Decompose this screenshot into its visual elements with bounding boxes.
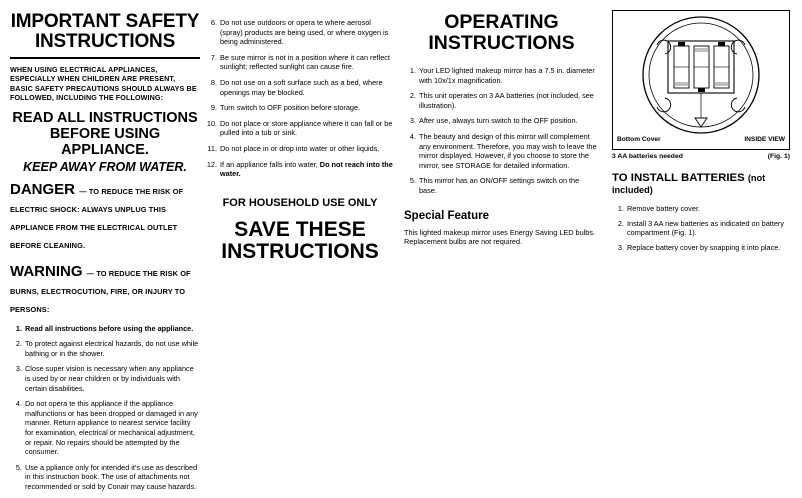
- operating-item-text: The beauty and design of this mirror will complement any environment. Therefore, you may wish to leave the mirror displayed. However, if you choose to store the mirror, see STORAGE for detailed information.: [419, 131, 597, 170]
- operating-item-number: 2.: [409, 91, 416, 101]
- safety-item-number: 10.: [206, 118, 217, 128]
- install-item: [612, 243, 794, 253]
- figure-label-bottom-cover: Bottom Cover: [617, 136, 661, 143]
- safety-item-number: 7.: [210, 52, 217, 62]
- operating-title-line2: INSTRUCTIONS: [428, 32, 575, 54]
- safety-item-text: Do not opera te this appliance if the appliance malfunctions or has been dropped or damaged in any manner. Return appliance to nearest service facility for examination, electrical or mechanical adjustment, or repair. No repairs should be attempted by the consumer.: [25, 399, 198, 457]
- safety-item-text: Do not place or store appliance where it can fall or be pulled into a tub or sink.: [220, 118, 393, 138]
- special-feature-body: This lighted makeup mirror uses Energy Saving LED bulbs. Replacement bulbs are not required.: [404, 227, 596, 247]
- safety-item-text: If an appliance falls into water, Do not reach into the water.: [220, 159, 393, 179]
- danger-heading: [10, 182, 200, 254]
- figure-label-inside-view: INSIDE VIEW: [744, 136, 785, 143]
- install-title-text: TO INSTALL BATTERIES: [612, 172, 745, 184]
- safety-item: [205, 119, 395, 138]
- safety-title-line2: INSTRUCTIONS: [34, 31, 176, 52]
- read-all-line1: READ ALL INSTRUCTIONS: [12, 109, 198, 126]
- operating-item-text: After use, always turn switch to the OFF position.: [419, 116, 578, 126]
- safety-item-text: To protect against electrical hazards, do not use while bathing or in the shower.: [25, 339, 199, 358]
- safety-item-text: Do not use outdoors or opera te where aerosol (spray) products are being used, or where oxygen is being administered.: [220, 18, 389, 47]
- safety-item-text: Close super vision is necessary when any appliance is used by or near children or by individuals with certain disabilities.: [25, 364, 194, 393]
- save-these-instructions: [205, 219, 395, 263]
- keep-away-from-water: KEEP AWAY FROM WATER.: [23, 159, 187, 174]
- household-use-only: FOR HOUSEHOLD USE ONLY: [222, 196, 378, 209]
- install-item-text: Remove battery cover.: [627, 204, 701, 213]
- operating-item: [404, 91, 599, 110]
- column-safety-instructions: [10, 0, 200, 498]
- operating-item-text: This mirror has an ON/OFF settings switch on the base.: [419, 176, 580, 195]
- danger-tail: — TO REDUCE THE RISK OF ELECTRIC SHOCK: ALWAYS UNPLUG THIS APPLIANCE FROM THE ELECTRICAL OUTLET BEFORE CLEANING.: [10, 186, 184, 250]
- column-safety-continued: [205, 0, 395, 263]
- safety-item-text: Do not use on a soft surface such as a bed, where openings may be blocked.: [220, 77, 383, 97]
- column-operating-instructions: [404, 0, 599, 247]
- operating-item-number: 4.: [409, 131, 416, 141]
- operating-item-number: 5.: [409, 176, 416, 186]
- safety-item: [10, 339, 200, 358]
- figure-inner-labels: [613, 136, 789, 143]
- safety-item-number: 1.: [15, 323, 22, 333]
- install-item-number: 1.: [617, 204, 624, 213]
- safety-intro-text: WHEN USING ELECTRICAL APPLIANCES, ESPECIALLY WHEN CHILDREN ARE PRESENT, BASIC SAFETY PRECAUTIONS SHOULD ALWAYS BE FOLLOWED, INCLUDING THE FOLLOWING:: [10, 65, 197, 103]
- safety-item-number: 8.: [210, 77, 217, 87]
- safety-item-number: 4.: [15, 399, 22, 409]
- safety-item: [205, 144, 395, 154]
- safety-item-number: 3.: [15, 364, 22, 374]
- read-all-line2: BEFORE USING APPLIANCE.: [49, 125, 161, 158]
- operating-title-line1: OPERATING: [444, 11, 559, 33]
- safety-item: [205, 78, 395, 97]
- operating-item-text: This unit operates on 3 AA batteries (not included, see illustration).: [419, 91, 594, 110]
- safety-item-number: 11.: [207, 143, 217, 153]
- warning-tail: — TO REDUCE THE RISK OF BURNS, ELECTROCUTION, FIRE, OR INJURY TO PERSONS:: [10, 268, 191, 314]
- safety-item-text: Turn switch to OFF position before storage.: [220, 103, 361, 113]
- safety-item-number: 2.: [15, 339, 22, 349]
- safety-title-line1: IMPORTANT SAFETY: [10, 11, 200, 32]
- warning-heading: [10, 264, 200, 318]
- safety-list-part2: [205, 18, 395, 179]
- safety-title: [10, 12, 200, 52]
- figure-caption-batteries: 3 AA batteries needed: [612, 153, 683, 160]
- save-line1: SAVE THESE: [234, 217, 366, 241]
- battery-compartment-illustration: [613, 11, 789, 149]
- operating-item-number: 1.: [409, 66, 416, 75]
- safety-item-text: Read all instructions before using the appliance.: [25, 323, 194, 333]
- safety-item: [10, 399, 200, 457]
- battery-figure: [612, 10, 790, 150]
- danger-word: DANGER: [10, 180, 76, 198]
- column-battery-install: [612, 0, 794, 257]
- install-item-number: 3.: [617, 242, 624, 252]
- operating-list: [404, 66, 599, 196]
- safety-item-number: 9.: [210, 103, 217, 113]
- safety-item-number: 12.: [206, 159, 217, 169]
- install-item-number: 2.: [617, 218, 624, 228]
- safety-item: [10, 364, 200, 393]
- install-item: [612, 219, 794, 238]
- safety-item-text: Use a ppliance only for intended it's use as described in this instruction book. The use of attachments not recommended or sold by Conair may cause hazards.: [25, 462, 198, 491]
- safety-item: [205, 160, 395, 179]
- safety-item: [205, 53, 395, 72]
- save-line2: INSTRUCTIONS: [221, 239, 379, 263]
- operating-item: [404, 132, 599, 170]
- operating-item: [404, 176, 599, 195]
- figure-number: (Fig. 1): [767, 153, 790, 160]
- install-list: [612, 204, 794, 252]
- operating-item-text: Your LED lighted makeup mirror has a 7.5 in. diameter with 10x/1x magnification.: [419, 66, 595, 85]
- special-feature-title: Special Feature: [404, 209, 490, 222]
- operating-item: [404, 66, 599, 85]
- figure-captions: [612, 153, 790, 160]
- safety-item: [205, 103, 395, 113]
- safety-item: [10, 324, 200, 334]
- divider-rule: [10, 57, 200, 59]
- operating-title: [404, 12, 599, 54]
- safety-item-text: Do not place in or drop into water or other liquids.: [220, 143, 380, 153]
- safety-item: [205, 18, 395, 47]
- safety-list-part1: [10, 324, 200, 492]
- safety-item-number: 6.: [210, 18, 217, 27]
- install-item-text: Replace battery cover by snapping it into place.: [627, 242, 781, 252]
- install-title-note: (not included): [612, 173, 766, 195]
- warning-word: WARNING: [10, 262, 83, 280]
- operating-item: [404, 116, 599, 126]
- safety-item-number: 5.: [15, 462, 22, 472]
- install-item-text: Install 3 AA new batteries as indicated on battery compartment (Fig. 1).: [627, 218, 784, 238]
- safety-item: [10, 463, 200, 492]
- install-item: [612, 204, 794, 214]
- install-batteries-title: [612, 172, 794, 196]
- safety-item-text: Be sure mirror is not in a position where it can reflect sunlight; reflected sunlight can cause fire.: [220, 52, 390, 72]
- operating-item-number: 3.: [409, 116, 416, 126]
